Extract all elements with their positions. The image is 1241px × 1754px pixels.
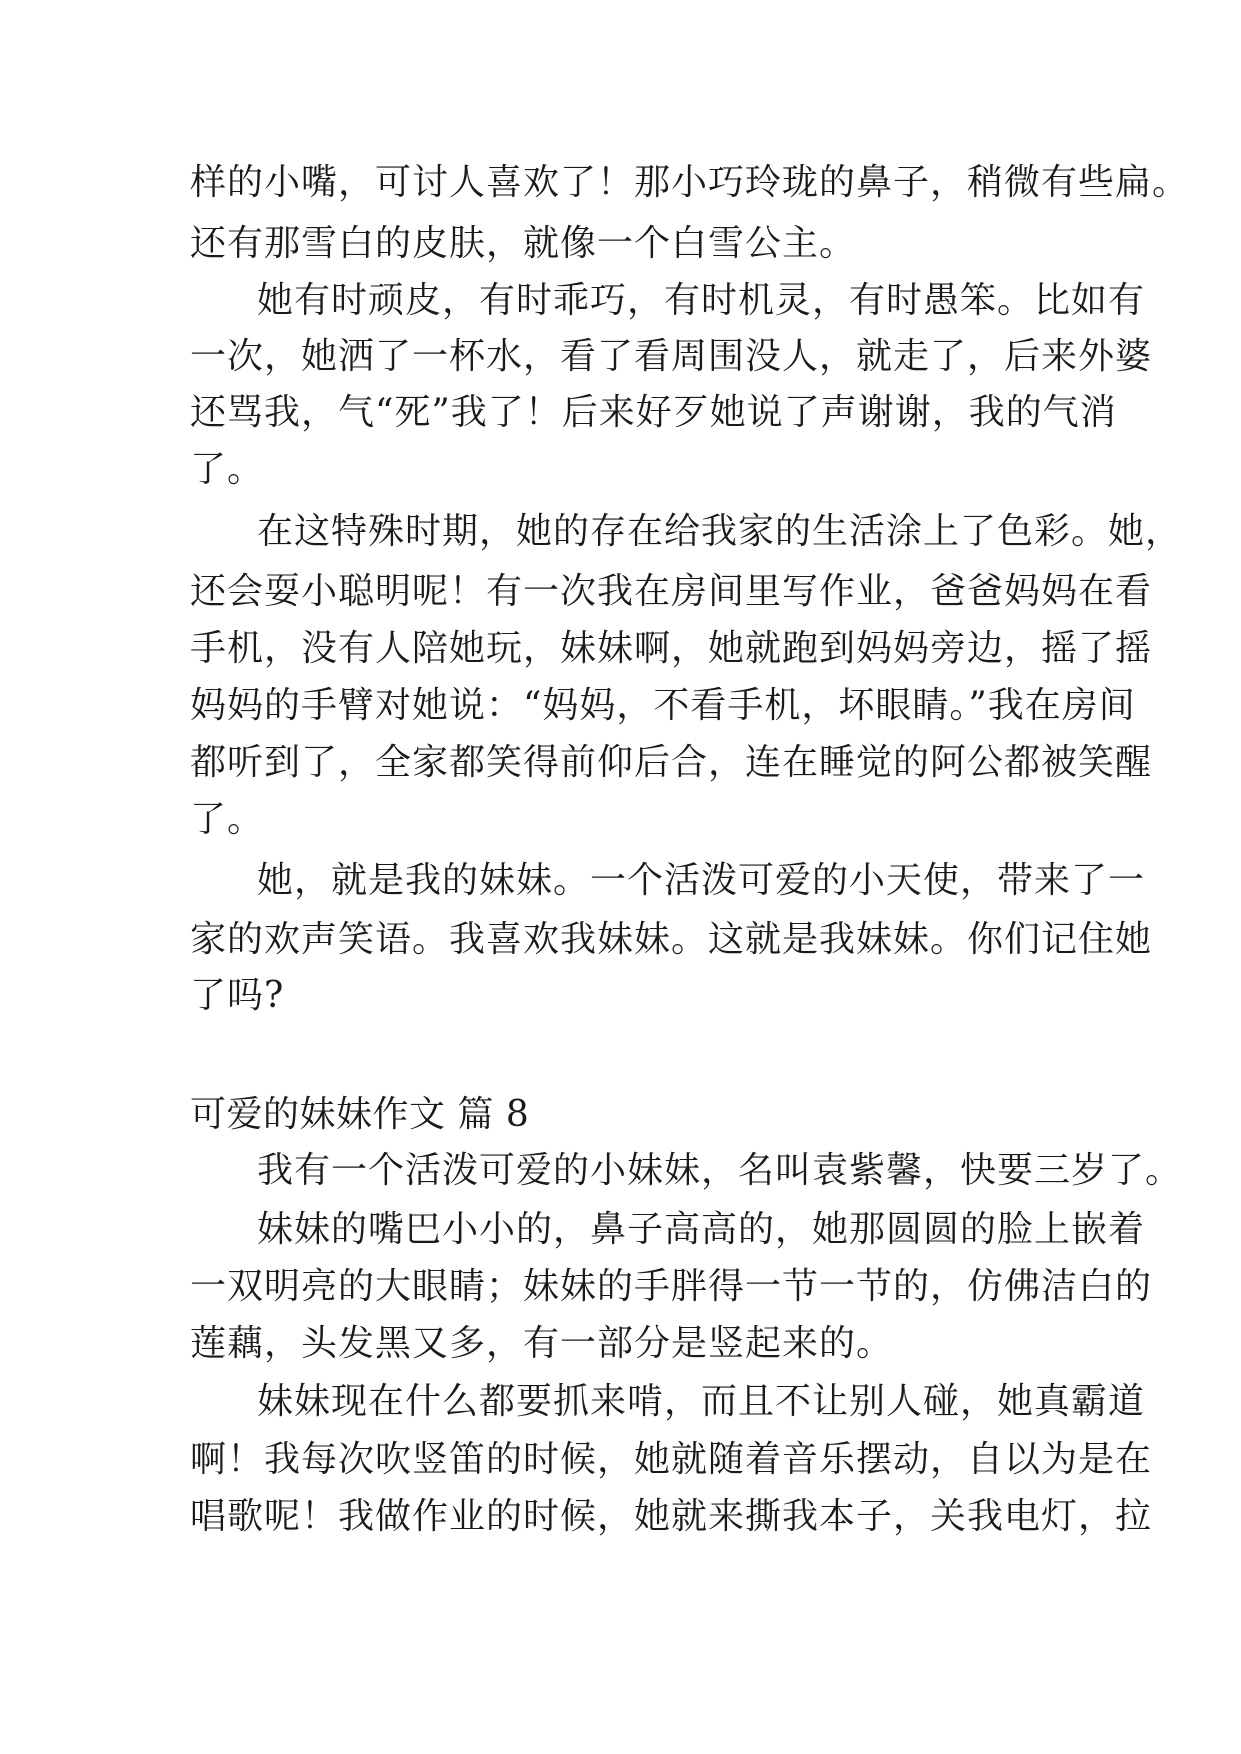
paragraph-line: 了吗? <box>190 975 285 1016</box>
paragraph-line: 一双明亮的大眼睛；妹妹的手胖得一节一节的，仿佛洁白的 <box>190 1266 1153 1307</box>
paragraph-line: 妈妈的手臂对她说：“妈妈，不看手机，坏眼睛。”我在房间 <box>190 685 1136 726</box>
paragraph-line: 我有一个活泼可爱的小妹妹，名叫袁紫馨，快要三岁了。 <box>257 1150 1183 1191</box>
paragraph-line: 了。 <box>190 449 265 490</box>
paragraph-line: 了。 <box>190 799 265 840</box>
paragraph-line: 家的欢声笑语。我喜欢我妹妹。这就是我妹妹。你们记住她 <box>190 919 1153 960</box>
paragraph-line: 一次，她洒了一杯水，看了看周围没人，就走了，后来外婆 <box>190 336 1153 377</box>
paragraph-line: 唱歌呢！我做作业的时候，她就来撕我本子，关我电灯，拉 <box>190 1496 1153 1537</box>
paragraph-line: 还会耍小聪明呢！有一次我在房间里写作业，爸爸妈妈在看 <box>190 571 1153 612</box>
paragraph-line: 她有时顽皮，有时乖巧，有时机灵，有时愚笨。比如有 <box>257 280 1146 321</box>
paragraph-line: 样的小嘴，可讨人喜欢了！那小巧玲珑的鼻子，稍微有些扁。 <box>190 162 1190 203</box>
paragraph-line: 她，就是我的妹妹。一个活泼可爱的小天使，带来了一 <box>257 860 1146 901</box>
paragraph-line: 在这特殊时期，她的存在给我家的生活涂上了色彩。她， <box>257 511 1183 552</box>
paragraph-line: 还有那雪白的皮肤，就像一个白雪公主。 <box>190 223 857 264</box>
section-heading: 可爱的妹妹作文 篇 8 <box>190 1094 530 1135</box>
paragraph-line: 妹妹现在什么都要抓来啃，而且不让别人碰，她真霸道 <box>257 1381 1146 1422</box>
paragraph-line: 妹妹的嘴巴小小的，鼻子高高的，她那圆圆的脸上嵌着 <box>257 1209 1146 1250</box>
paragraph-line: 莲藕，头发黑又多，有一部分是竖起来的。 <box>190 1323 894 1364</box>
paragraph-line: 啊！我每次吹竖笛的时候，她就随着音乐摆动，自以为是在 <box>190 1439 1153 1480</box>
paragraph-line: 手机，没有人陪她玩，妹妹啊，她就跑到妈妈旁边，摇了摇 <box>190 628 1153 669</box>
paragraph-line: 都听到了，全家都笑得前仰后合，连在睡觉的阿公都被笑醒 <box>190 742 1153 783</box>
paragraph-line: 还骂我，气“死”我了！后来好歹她说了声谢谢，我的气消 <box>190 392 1117 433</box>
